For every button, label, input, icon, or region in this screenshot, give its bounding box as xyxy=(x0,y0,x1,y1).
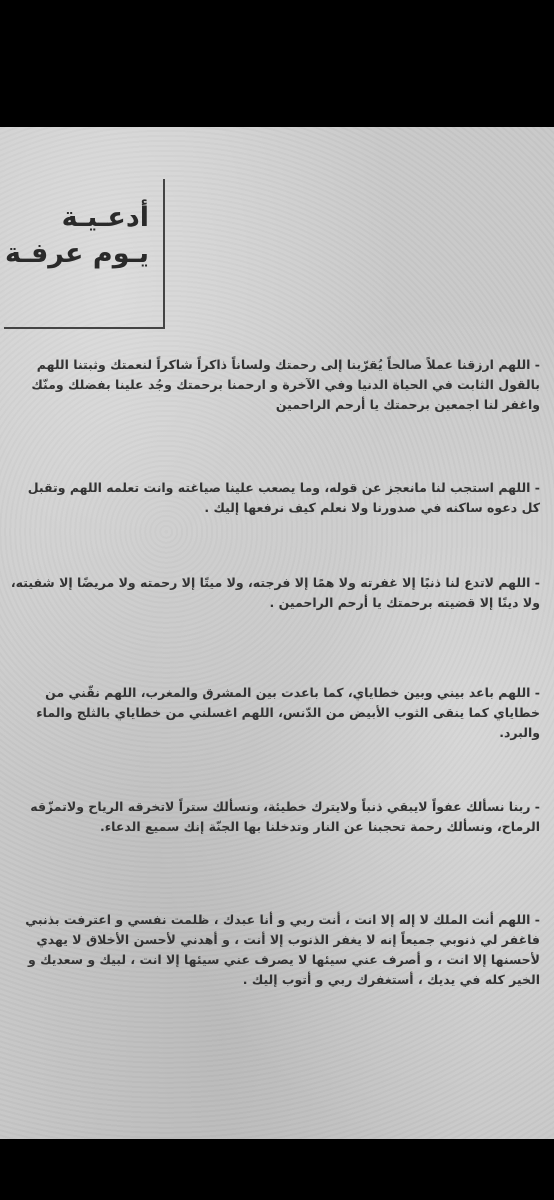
dua-paragraph: - اللهم أنت الملك لا إله إلا انت ، أنت ربي و أنا عبدك ، ظلمت نفسي و اعترفت بذنبي فاغفر لي ذنوبي جميعاً إنه لا يغفر الذنوب إلا أنت ، و أهدني لأحسن الأخلاق لا يهدي لأحسنها إلا انت ، و أصرف عني سيئها لا يصرف عني سيئها إلا انت ، لبيك و سعديك و الخير كله في يديك ، أستغفرك ربي و أتوب إليك . xyxy=(25,912,540,987)
dua-paragraph: - اللهم ارزقنا عملاً صالحاً يُقرّبنا إلى رحمتك ولساناً ذاكراً شاكراً لنعمتك وثبتنا اللهم بالقول الثابت في الحياة الدنيا وفي الآخرة و ارحمنا برحمتك وجُد علينا بفضلك ومنّك واغفر لنا اجمعين برحمتك يا أرحم الراحمين xyxy=(31,357,540,412)
title-box xyxy=(4,179,165,329)
dua-paragraph: - اللهم لاتدع لنا ذنبًا إلا غفرته ولا همًا إلا فرجته، ولا ميتًا إلا رحمته ولا مريضًا إلا شفيته، ولا دينًا إلا قضيته برحمتك يا أرحم الراحمين . xyxy=(10,575,540,610)
dua-paragraph: - ربنا نسألك عفواً لايبقي ذنباً ولايترك خطيئة، ونسألك ستراً لاتخرقه الرياح ولاتمزّقه الرماح، ونسألك رحمة تحجبنا عن النار وتدخلنا بها الجنّة إنك سميع الدعاء. xyxy=(30,799,540,834)
dua-paragraph: - اللهم باعد بيني وبين خطاياي، كما باعدت بين المشرق والمغرب، اللهم نقّني من خطاياي كما ينقى الثوب الأبيض من الدّنس، اللهم اغسلني من خطاياي بالثلج والماء والبرد. xyxy=(36,685,540,740)
title-line-1: أدعـيـة xyxy=(61,202,149,233)
dua-card xyxy=(0,127,554,1139)
dua-paragraph: - اللهم استجب لنا مانعجز عن قوله، وما يصعب علينا صياغته وانت تعلمه اللهم وتقبل كل دعوه ساكنه في صدورنا ولا نعلم كيف نرفعها إليك . xyxy=(27,480,540,515)
title-line-2: يـوم عرفـة xyxy=(4,238,149,269)
